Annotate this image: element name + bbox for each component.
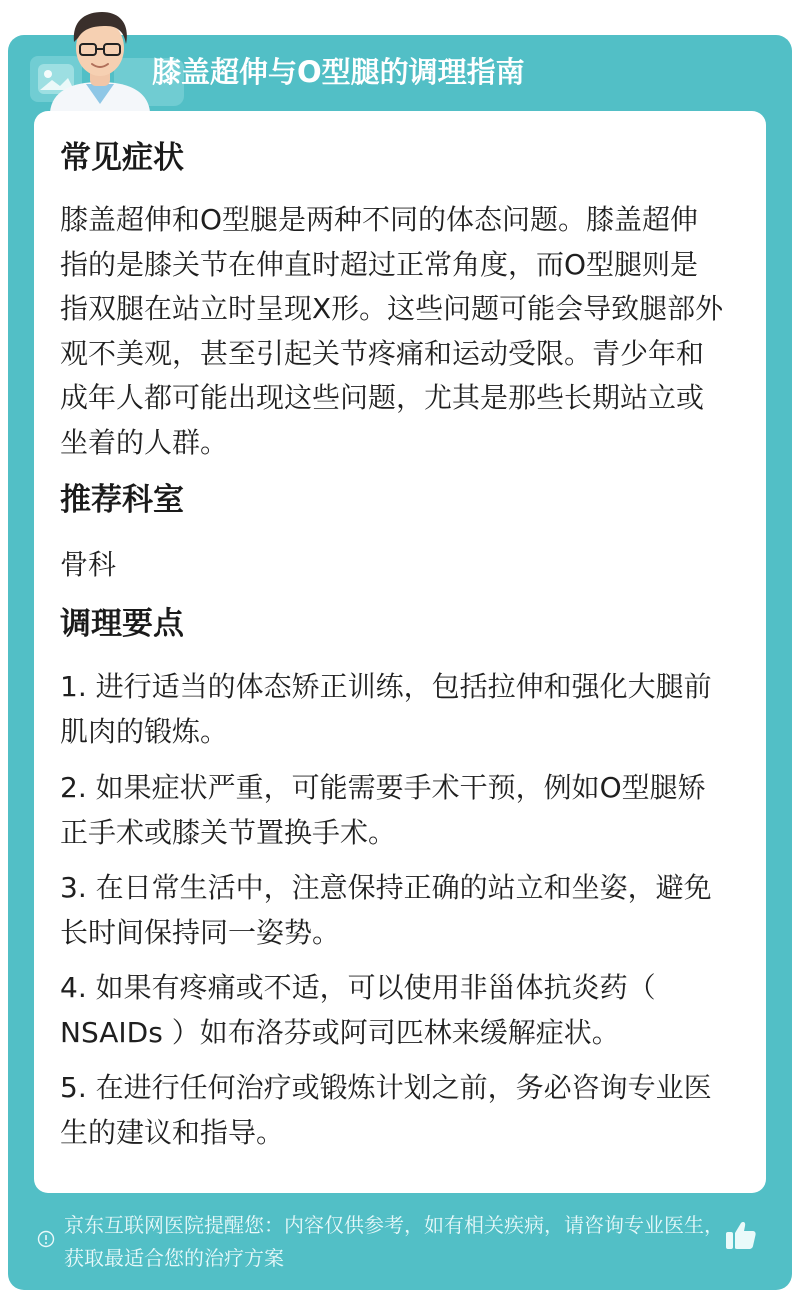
symptoms-text: 膝盖超伸和O型腿是两种不同的体态问题。膝盖超伸指的是膝关节在伸直时超过正常角度，而O型腿则是指双腿在站立时呈现X形。这些问题可能会导致腿部外观不美观，甚至引起关节疼痛和运动受限。青少年和成年人都可能出现这些问题，尤其是那些长期站立或坐着的人群。: [60, 203, 724, 459]
department-text: 骨科: [60, 548, 117, 581]
page-title: 膝盖超伸与O型腿的调理指南: [152, 55, 525, 89]
info-icon: [37, 1230, 55, 1248]
care-heading: 调理要点: [60, 606, 184, 642]
thumbs-up-icon[interactable]: [724, 1218, 758, 1252]
care-item: 3. 在日常生活中，注意保持正确的站立和坐姿，避免长时间保持同一姿势。: [60, 871, 712, 949]
disclaimer-text: 京东互联网医院提醒您：内容仅供参考，如有相关疾病，请咨询专业医生，获取最适合您的治疗方案: [64, 1213, 724, 1270]
care-item: 2. 如果症状严重，可能需要手术干预，例如O型腿矫正手术或膝关节置换手术。: [60, 771, 706, 849]
doctor-avatar-icon: [40, 4, 160, 112]
department-heading: 推荐科室: [60, 482, 184, 518]
symptoms-heading: 常见症状: [60, 140, 184, 176]
care-item: 5. 在进行任何治疗或锻炼计划之前，务必咨询专业医生的建议和指导。: [60, 1071, 712, 1149]
care-item: 1. 进行适当的体态矫正训练，包括拉伸和强化大腿前肌肉的锻炼。: [60, 670, 712, 748]
care-item: 4. 如果有疼痛或不适，可以使用非甾体抗炎药（ NSAIDs ）如布洛芬或阿司匹林来缓解症状。: [60, 971, 656, 1049]
